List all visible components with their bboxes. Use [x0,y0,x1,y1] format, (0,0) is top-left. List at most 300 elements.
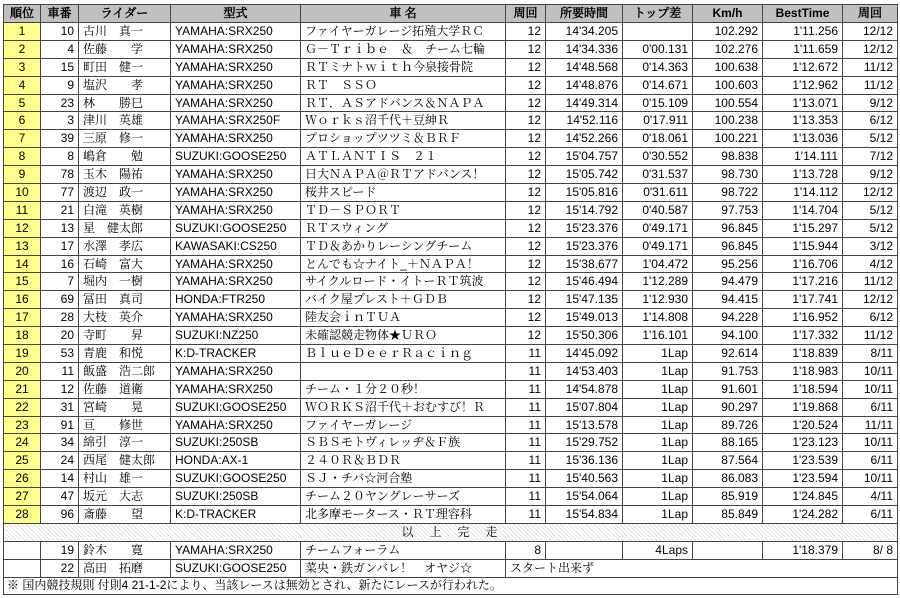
position-cell: 26 [4,470,41,488]
laps-cell: 12 [506,130,546,148]
time-cell: 15'40.563 [546,470,623,488]
best-lap-cell: 9/12 [843,166,898,184]
model-cell: YAMAHA:SRX250 [171,273,301,291]
best-lap-cell: 5/12 [843,219,898,237]
laps-cell: 12 [506,273,546,291]
model-cell: YAMAHA:SRX250 [171,184,301,202]
best-lap-cell: 4/11 [843,488,898,506]
car-number-cell: 69 [41,291,79,309]
gap-cell: 1'14.808 [623,309,693,327]
team-cell: ２４０Ｒ＆ＢＤＲ [301,452,506,470]
gap-cell: 0'17.911 [623,112,693,130]
position-cell: 24 [4,434,41,452]
car-number-cell: 39 [41,130,79,148]
header-car-number: 車番 [41,5,79,23]
best-time-cell: 1'17.216 [763,273,843,291]
position-cell [4,559,41,577]
gap-cell: 1Lap [623,506,693,524]
position-cell: 7 [4,130,41,148]
laps-cell: 12 [506,237,546,255]
best-time-cell: 1'13.036 [763,130,843,148]
rider-cell: 石崎 富大 [79,255,171,273]
best-lap-cell: 11/12 [843,327,898,345]
rider-cell: 塩沢 孝 [79,76,171,94]
rider-cell: 町田 健一 [79,58,171,76]
speed-cell: 91.753 [693,362,763,380]
team-cell: ＳＪ・チバ☆河合塾 [301,470,506,488]
team-cell: 日大ＮＡＰＡ＠ＲＴアドバンス！ [301,166,506,184]
rider-cell: 綿引 淳一 [79,434,171,452]
position-cell: 15 [4,273,41,291]
header-row [4,5,898,23]
result-row [4,470,898,488]
rider-cell: 三原 修一 [79,130,171,148]
car-number-cell: 17 [41,237,79,255]
speed-cell: 100.221 [693,130,763,148]
time-cell: 15'49.013 [546,309,623,327]
model-cell: SUZUKI:GOOSE250 [171,470,301,488]
model-cell: K:D-TRACKER [171,345,301,363]
best-time-cell: 1'11.256 [763,23,843,41]
time-cell: 15'36.136 [546,452,623,470]
rider-cell: 大枝 英介 [79,309,171,327]
result-row [4,112,898,130]
header-team: 車 名 [301,5,506,23]
laps-cell: 12 [506,112,546,130]
team-cell: ＲＴ ＳＳＯ [301,76,506,94]
laps-cell: 11 [506,488,546,506]
model-cell: YAMAHA:SRX250 [171,201,301,219]
footnote-row [4,577,898,594]
best-lap-cell: 12/12 [843,23,898,41]
result-row [4,237,898,255]
gap-cell: 1Lap [623,345,693,363]
team-cell: チーム２０ヤングレーサーズ [301,488,506,506]
tail-body [4,523,898,594]
best-time-cell: 1'12.672 [763,58,843,76]
team-cell: ＲＴスウィング [301,219,506,237]
best-time-cell: 1'16.706 [763,255,843,273]
best-time-cell: 1'13.353 [763,112,843,130]
speed-cell: 87.564 [693,452,763,470]
result-row [4,184,898,202]
model-cell: YAMAHA:SRX250 [171,94,301,112]
best-time-cell: 1'14.112 [763,184,843,202]
rider-cell: 宮崎 晃 [79,398,171,416]
race-results-table [3,4,898,595]
time-cell: 14'53.403 [546,362,623,380]
rider-cell: 白滝 英樹 [79,201,171,219]
model-cell: YAMAHA:SRX250 [171,541,301,559]
best-lap-cell: 12/12 [843,184,898,202]
best-lap-cell: 6/12 [843,112,898,130]
header-laps: 周回 [506,5,546,23]
position-cell: 4 [4,76,41,94]
car-number-cell: 28 [41,309,79,327]
model-cell: SUZUKI:GOOSE250 [171,398,301,416]
speed-cell: 88.165 [693,434,763,452]
result-row [4,488,898,506]
team-cell: ＡＴＬＡＮＴＩＳ ２１ [301,148,506,166]
car-number-cell: 4 [41,40,79,58]
team-cell: 陸友会ｉｎＴＵＡ [301,309,506,327]
speed-cell: 85.919 [693,488,763,506]
team-cell: ＢｌｕｅＤｅｅｒＲａｃｉｎｇ [301,345,506,363]
result-row [4,166,898,184]
rider-cell: 寺町 昇 [79,327,171,345]
best-time-cell: 1'13.071 [763,94,843,112]
position-cell: 20 [4,362,41,380]
time-cell: 15'46.494 [546,273,623,291]
time-cell: 15'54.064 [546,488,623,506]
laps-cell: 12 [506,201,546,219]
gap-cell: 1Lap [623,470,693,488]
result-row [4,40,898,58]
gap-cell: 0'49.171 [623,219,693,237]
best-time-cell: 1'17.741 [763,291,843,309]
rider-cell: 津川 英雄 [79,112,171,130]
best-lap-cell: 6/11 [843,452,898,470]
speed-cell: 96.845 [693,237,763,255]
result-row [4,452,898,470]
position-cell: 13 [4,237,41,255]
speed-cell: 100.554 [693,94,763,112]
model-cell: YAMAHA:SRX250 [171,380,301,398]
model-cell: HONDA:FTR250 [171,291,301,309]
laps-cell: 12 [506,23,546,41]
team-cell: ＲＴミナトｗｉｔｈ今泉接骨院 [301,58,506,76]
gap-cell: 1Lap [623,380,693,398]
header-best-lap: 周回 [843,5,898,23]
laps-cell: 11 [506,452,546,470]
laps-cell: 12 [506,58,546,76]
rider-cell: 高田 拓磨 [79,559,171,577]
header-time: 所要時間 [546,5,623,23]
model-cell: SUZUKI:NZ250 [171,327,301,345]
best-time-cell: 1'24.845 [763,488,843,506]
gap-cell: 0'30.552 [623,148,693,166]
result-row [4,23,898,41]
best-lap-cell: 8/11 [843,345,898,363]
car-number-cell: 21 [41,201,79,219]
header-model: 型式 [171,5,301,23]
best-lap-cell: 11/12 [843,273,898,291]
model-cell: SUZUKI:GOOSE250 [171,148,301,166]
gap-cell: 1Lap [623,452,693,470]
time-cell: 15'23.376 [546,219,623,237]
rider-cell: 堀内 一樹 [79,273,171,291]
best-lap-cell: 11/12 [843,58,898,76]
laps-cell: 11 [506,380,546,398]
best-time-cell: 1'14.111 [763,148,843,166]
car-number-cell: 12 [41,380,79,398]
best-lap-cell: 10/11 [843,380,898,398]
model-cell: YAMAHA:SRX250 [171,309,301,327]
rider-cell: 飯盛 浩二郎 [79,362,171,380]
time-cell: 15'05.742 [546,166,623,184]
laps-cell: 11 [506,434,546,452]
position-cell: 22 [4,398,41,416]
car-number-cell: 77 [41,184,79,202]
model-cell: YAMAHA:SRX250 [171,130,301,148]
best-time-cell: 1'13.728 [763,166,843,184]
position-cell: 8 [4,148,41,166]
time-cell: 14'34.205 [546,23,623,41]
car-number-cell: 14 [41,470,79,488]
car-number-cell: 9 [41,76,79,94]
speed-cell: 94.228 [693,309,763,327]
position-cell: 25 [4,452,41,470]
model-cell: YAMAHA:SRX250 [171,362,301,380]
rider-cell: 西尾 健太郎 [79,452,171,470]
team-cell: とんでも☆ナイト_＋ＮＡＰＡ！ [301,255,506,273]
header-position: 順位 [4,5,41,23]
laps-cell: 12 [506,309,546,327]
header-best-time: BestTime [763,5,843,23]
rider-cell: 水澤 孝広 [79,237,171,255]
gap-cell: 1Lap [623,488,693,506]
laps-cell: 12 [506,255,546,273]
result-row [4,506,898,524]
time-cell: 15'04.757 [546,148,623,166]
rider-cell: 玉木 陽祐 [79,166,171,184]
team-cell: ファイヤーガレージ拓殖大学ＲＣ [301,23,506,41]
model-cell: SUZUKI:GOOSE250 [171,219,301,237]
rider-cell: 佐藤 道衛 [79,380,171,398]
header-speed: Km/h [693,5,763,23]
speed-cell: 102.276 [693,40,763,58]
best-time-cell: 1'18.594 [763,380,843,398]
best-time-cell: 1'11.659 [763,40,843,58]
laps-cell: 12 [506,166,546,184]
time-cell: 15'14.792 [546,201,623,219]
model-cell: YAMAHA:SRX250 [171,166,301,184]
speed-cell: 94.415 [693,291,763,309]
rider-cell: 渡辺 政一 [79,184,171,202]
laps-cell: 12 [506,327,546,345]
position-cell: 21 [4,380,41,398]
best-time-cell: 1'19.868 [763,398,843,416]
position-cell: 18 [4,327,41,345]
speed-cell: 85.849 [693,506,763,524]
laps-cell: 12 [506,291,546,309]
best-lap-cell: 3/12 [843,237,898,255]
speed-cell [693,541,763,559]
time-cell: 14'48.568 [546,58,623,76]
speed-cell: 91.601 [693,380,763,398]
position-cell: 3 [4,58,41,76]
status-cell: スタート出来ず [506,559,898,577]
result-row [4,148,898,166]
car-number-cell: 3 [41,112,79,130]
result-row [4,398,898,416]
team-cell: Ｗｏｒｋｓ沼千代＋豆紳Ｒ [301,112,506,130]
time-cell: 15'07.804 [546,398,623,416]
result-row [4,327,898,345]
time-cell: 15'05.816 [546,184,623,202]
best-lap-cell: 12/12 [843,291,898,309]
car-number-cell: 16 [41,255,79,273]
finish-label: 以 上 完 走 [4,523,898,541]
gap-cell [623,23,693,41]
position-cell: 9 [4,166,41,184]
laps-cell: 11 [506,398,546,416]
speed-cell: 92.614 [693,345,763,363]
position-cell: 17 [4,309,41,327]
car-number-cell: 91 [41,416,79,434]
gap-cell: 0'00.131 [623,40,693,58]
car-number-cell: 96 [41,506,79,524]
result-row [4,94,898,112]
best-time-cell: 1'17.332 [763,327,843,345]
speed-cell: 94.100 [693,327,763,345]
gap-cell: 1Lap [623,398,693,416]
team-cell: 北多摩モータース・ＲＴ理容科 [301,506,506,524]
header-gap: トップ差 [623,5,693,23]
model-cell: YAMAHA:SRX250 [171,255,301,273]
result-row [4,309,898,327]
laps-cell: 12 [506,219,546,237]
result-row [4,291,898,309]
best-lap-cell: 7/12 [843,148,898,166]
best-time-cell: 1'18.379 [763,541,843,559]
rider-cell: 星 健太郎 [79,219,171,237]
time-cell: 14'52.116 [546,112,623,130]
best-time-cell: 1'20.524 [763,416,843,434]
car-number-cell: 20 [41,327,79,345]
car-number-cell: 23 [41,94,79,112]
gap-cell: 0'31.611 [623,184,693,202]
speed-cell: 96.845 [693,219,763,237]
best-time-cell: 1'18.839 [763,345,843,363]
speed-cell: 100.638 [693,58,763,76]
model-cell: YAMAHA:SRX250 [171,23,301,41]
car-number-cell: 47 [41,488,79,506]
team-cell: Ｇ－Ｔｒｉｂｅ ＆ チーム七輪 [301,40,506,58]
laps-cell: 11 [506,470,546,488]
position-cell: 10 [4,184,41,202]
best-time-cell: 1'16.952 [763,309,843,327]
laps-cell: 11 [506,506,546,524]
car-number-cell: 8 [41,148,79,166]
model-cell: SUZUKI:250SB [171,488,301,506]
speed-cell: 94.479 [693,273,763,291]
rider-cell: 林 勝巳 [79,94,171,112]
team-cell: 未確認競走物体★ＵＲＯ [301,327,506,345]
time-cell [546,541,623,559]
position-cell: 11 [4,201,41,219]
result-row [4,273,898,291]
team-cell: ＷＯＲＫＳ沼千代＋おむすび！Ｒ [301,398,506,416]
car-number-cell: 11 [41,362,79,380]
header-rider: ライダー [79,5,171,23]
laps-cell: 11 [506,345,546,363]
best-time-cell: 1'15.297 [763,219,843,237]
gap-cell: 1Lap [623,416,693,434]
speed-cell: 95.256 [693,255,763,273]
rider-cell: 青鹿 和悦 [79,345,171,363]
laps-cell: 12 [506,76,546,94]
best-lap-cell: 6/11 [843,506,898,524]
car-number-cell: 19 [41,541,79,559]
best-lap-cell: 5/12 [843,201,898,219]
team-cell: チーム・１分２０秒！ [301,380,506,398]
result-row [4,362,898,380]
best-lap-cell: 5/12 [843,130,898,148]
time-cell: 15'54.834 [546,506,623,524]
gap-cell: 0'40.587 [623,201,693,219]
gap-cell: 0'14.671 [623,76,693,94]
results-sheet [3,4,897,595]
result-row [4,201,898,219]
non-finisher-row [4,541,898,559]
result-row [4,345,898,363]
team-cell [301,362,506,380]
time-cell: 15'13.578 [546,416,623,434]
rider-cell: 村山 雄一 [79,470,171,488]
position-cell: 27 [4,488,41,506]
speed-cell: 98.722 [693,184,763,202]
rider-cell: 斎藤 望 [79,506,171,524]
car-number-cell: 13 [41,219,79,237]
car-number-cell: 22 [41,559,79,577]
laps-cell: 12 [506,184,546,202]
best-lap-cell: 10/11 [843,434,898,452]
model-cell: K:D-TRACKER [171,506,301,524]
footnote: ※ 国内競技規則 付則4 21-1-2により、当該レースは無効とされ、新たにレースが行われた。 [4,577,898,594]
gap-cell: 1Lap [623,434,693,452]
best-time-cell: 1'23.539 [763,452,843,470]
rider-cell: 嶋倉 勉 [79,148,171,166]
time-cell: 14'34.336 [546,40,623,58]
laps-cell: 11 [506,362,546,380]
result-row [4,255,898,273]
rider-cell: 古川 真一 [79,23,171,41]
car-number-cell: 7 [41,273,79,291]
gap-cell: 0'31.537 [623,166,693,184]
best-lap-cell: 6/12 [843,309,898,327]
team-cell: バイク屋プレスト＋ＧＤＢ [301,291,506,309]
position-cell: 28 [4,506,41,524]
team-cell: ＴＤ＆あかりレーシングチーム [301,237,506,255]
car-number-cell: 53 [41,345,79,363]
team-cell: 菜央・鉄ガンバレ！ オヤジ☆ [301,559,506,577]
speed-cell: 100.603 [693,76,763,94]
laps-cell: 8 [506,541,546,559]
speed-cell: 90.297 [693,398,763,416]
best-time-cell: 1'14.704 [763,201,843,219]
gap-cell: 0'14.363 [623,58,693,76]
result-row [4,380,898,398]
best-lap-cell: 8/ 8 [843,541,898,559]
best-lap-cell: 4/12 [843,255,898,273]
laps-cell: 11 [506,416,546,434]
speed-cell: 86.083 [693,470,763,488]
result-row [4,76,898,94]
time-cell: 14'48.876 [546,76,623,94]
time-cell: 15'38.677 [546,255,623,273]
result-row [4,416,898,434]
result-row [4,434,898,452]
best-lap-cell: 10/11 [843,362,898,380]
car-number-cell: 10 [41,23,79,41]
car-number-cell: 34 [41,434,79,452]
time-cell: 14'54.878 [546,380,623,398]
time-cell: 15'47.135 [546,291,623,309]
gap-cell: 4Laps [623,541,693,559]
best-lap-cell: 11/11 [843,416,898,434]
car-number-cell: 15 [41,58,79,76]
